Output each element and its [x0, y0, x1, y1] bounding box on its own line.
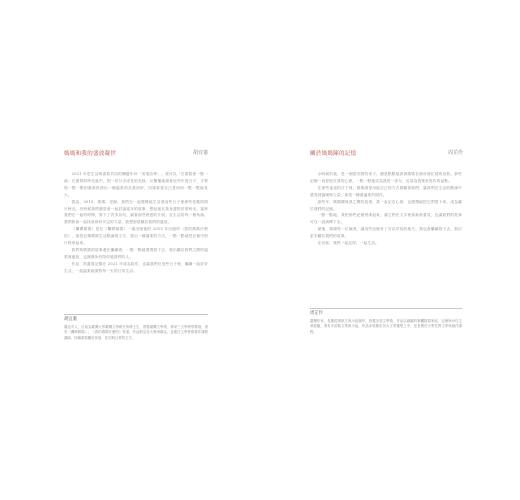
paragraph: 2021 年是生活與書寫共同的關鍵年份「美哉詩學」。我可以「在書寫裡一點一滴」在書寫的時光當中，把一切分享成長的光陰，反覆覆地讀著這些年的日子，才發現一點一點的重新拼湊出一種溫柔的自我剖析，回頭看看自己是如何一點一點地長大。	[64, 172, 208, 197]
bio-divider	[310, 308, 462, 309]
right-page	[260, 0, 520, 500]
paragraph: 作品，的書寫記錄在 2021 年成為寫作，也讓我們在這些日子裡，繼續一起好好生活，一起溫柔地面對每一天的日常生活。	[64, 261, 208, 273]
bio-name: 胡宜蓁	[64, 317, 77, 322]
essay-author: 胡宜蓁	[192, 150, 208, 156]
bio-divider	[64, 314, 208, 315]
essay-title: 關於媽媽陳的記憶	[310, 151, 357, 157]
essay-title: 媽媽和我的盛放凝世	[64, 151, 117, 157]
bio-text: 臺北市人，目前為臺灣大學臺灣文學研究所博士生，曾獲臺灣文學獎、林榮三文學獎等獎項。著有《攤開媽媽》、《我的媽媽什麼的》等書，作品散見各大報章雜誌，並擔任文學營與寫作課程講師，持續書寫關於家庭、性別與日常的文字。	[64, 325, 208, 340]
bio-text: 臺灣作家，長期從事散文與小說創作，曾獲多項文學獎，作品以細膩的筆觸描寫家庭、記憶與女性生命經驗。著有多部散文集與小說，作品亦收錄於各大文學選集之中，並長期於大學任教文學與創作課程。	[310, 319, 462, 334]
essay-body	[310, 171, 462, 247]
paragraph: 在這裡，我們一起記得，一起生活。	[317, 241, 379, 246]
paragraph: 小時候的我，是一個很安靜的孩子，總是默默地看著媽媽在廚房裡忙碌的身影。那些記憶一直停留在我的心裡，一點一點地成為我的一部分，也成為我後來寫作的起點。	[310, 172, 462, 183]
paragraph: 在那些遙遠的日子裡，媽媽總是用她自己的方式照顧著我們，讓我們在生活的點滴中感受到溫暖與力量，那是一種最溫柔的陪伴。	[310, 185, 462, 197]
paragraph: 那些年，媽媽陳與我之間的故事，我一直記在心裡，也慢慢地把它們寫下來，成為屬於我們的記憶。	[310, 199, 462, 211]
bio-name: 周芷伶	[310, 311, 323, 316]
paragraph: 我說，2019，媽媽、老師，我們在一起慢慢地生活著這些日子裡那些老舊的照片時光。有時候我們還是會一起討論當年的故事，想起她在我身邊陪伴的時光。當時我們在一起的時間，寫下了許多詩句，讀著那些熟悉的片段；在生活的每一個角落，我們都會一起找尋那份安定的力量，我想那是屬於我們的盛放。	[64, 199, 208, 225]
paragraph: 最後，謝謝每一位讀者，讓這些記憶有了可以安放的地方。我也會繼續寫下去，寫出更多屬於我們的故事。	[310, 227, 462, 239]
paragraph: 我們與媽媽的故事還在繼續著，一點一點地慢慢寫下去，寫出屬於我們之間的溫柔與盛放，也謝謝所有陪伴過我們的人。	[64, 247, 208, 259]
paragraph: 《攤開媽媽》是在《攤開媽媽》一書出版後的 2013 年出版的《我的媽媽什麼的》，那是記錄媽媽生活點滴的文字，寫出一種溫柔的方式，一點一點地把記憶中的片段串起來。	[64, 227, 208, 246]
essay-body	[64, 171, 208, 275]
essay-author: 周芷伶	[447, 150, 463, 156]
paragraph: 一點一點地，我把那些記憶拼湊起來，讓它們在文字裡重新被看見，也讓我們的故事可以一直流傳下去。	[310, 213, 462, 225]
